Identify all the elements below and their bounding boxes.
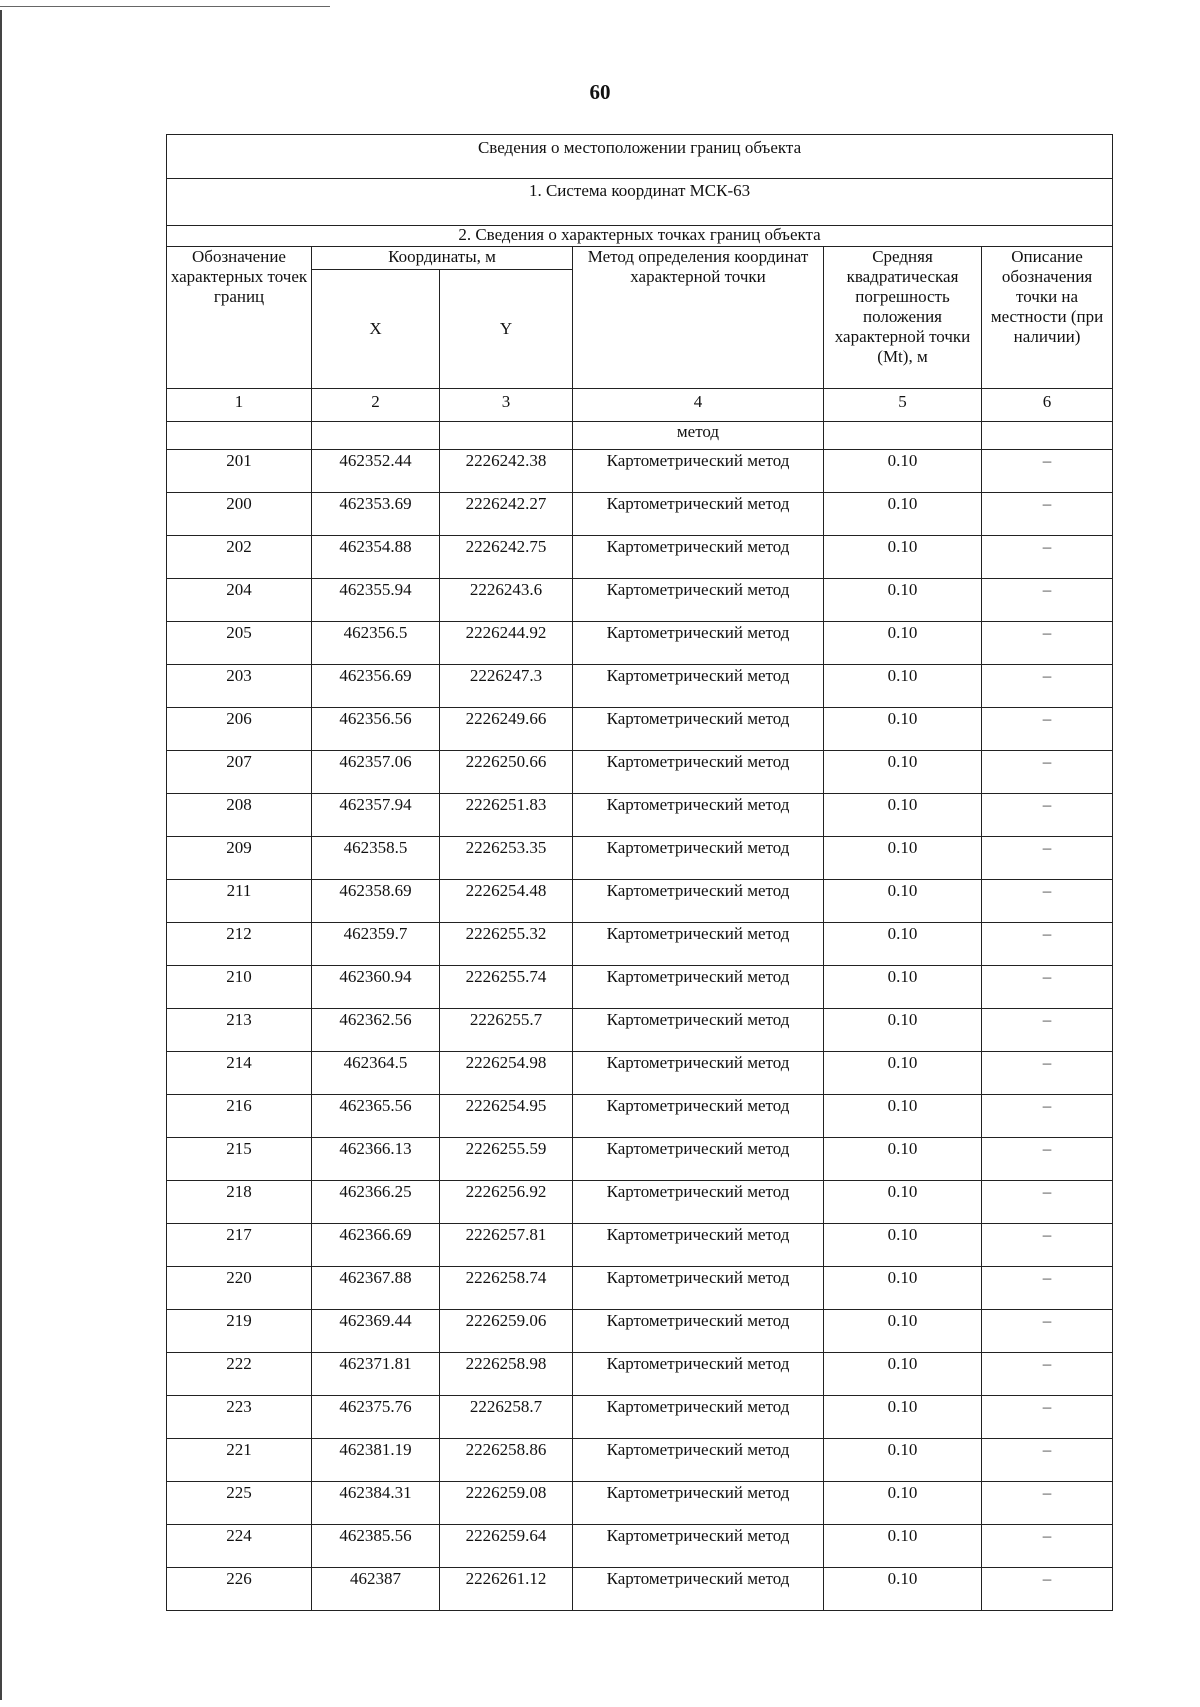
cell-y: 2226255.32: [440, 923, 573, 966]
cell-error: 0.10: [824, 579, 982, 622]
cell-x: 462355.94: [312, 579, 440, 622]
cell-x: 462369.44: [312, 1310, 440, 1353]
cell-x: 462359.7: [312, 923, 440, 966]
cell-y: 2226242.75: [440, 536, 573, 579]
cell-error: 0.10: [824, 536, 982, 579]
cell-error: 0.10: [824, 880, 982, 923]
column-number: 2: [312, 389, 440, 422]
cell-point: 203: [167, 665, 312, 708]
cell-method: Картометрический метод: [573, 837, 824, 880]
cell-error: 0.10: [824, 708, 982, 751]
cell-description: –: [982, 1310, 1113, 1353]
cell-y: 2226259.08: [440, 1482, 573, 1525]
cell-description: –: [982, 1396, 1113, 1439]
cell-error: 0.10: [824, 1267, 982, 1310]
table-row: [167, 1009, 1113, 1052]
cell-y: 2226242.27: [440, 493, 573, 536]
table-row: [167, 1181, 1113, 1224]
cell-point: 212: [167, 923, 312, 966]
cell-x: 462360.94: [312, 966, 440, 1009]
table-row: [167, 665, 1113, 708]
table-row: [167, 450, 1113, 493]
cell-y: 2226243.6: [440, 579, 573, 622]
cell-method: Картометрический метод: [573, 1138, 824, 1181]
cell-error: 0.10: [824, 1482, 982, 1525]
cell-x: 462362.56: [312, 1009, 440, 1052]
cell-error: 0.10: [824, 751, 982, 794]
cell-y: 2226247.3: [440, 665, 573, 708]
cell-x: 462358.5: [312, 837, 440, 880]
column-number: 5: [824, 389, 982, 422]
table-row: [167, 1439, 1113, 1482]
column-number: 3: [440, 389, 573, 422]
table-row: [167, 837, 1113, 880]
cell-error: 0.10: [824, 1353, 982, 1396]
cell-method: Картометрический метод: [573, 1482, 824, 1525]
cell-description: –: [982, 1482, 1113, 1525]
cell-y: 2226251.83: [440, 794, 573, 837]
cell-method: Картометрический метод: [573, 1052, 824, 1095]
cell-y: 2226254.98: [440, 1052, 573, 1095]
table-row: [167, 536, 1113, 579]
cell-error: 0.10: [824, 450, 982, 493]
cell-method: Картометрический метод: [573, 1181, 824, 1224]
header-description: Описание обозначения точки на местности (при наличии): [982, 247, 1113, 389]
cell-error: 0.10: [824, 665, 982, 708]
cell-description: –: [982, 536, 1113, 579]
cell-y: 2226258.7: [440, 1396, 573, 1439]
table-row: [167, 622, 1113, 665]
boundary-points-table: [166, 134, 1113, 1611]
cell-method: Картометрический метод: [573, 1224, 824, 1267]
cell-description: –: [982, 1353, 1113, 1396]
cell-description: –: [982, 1267, 1113, 1310]
cell-x: 462381.19: [312, 1439, 440, 1482]
table-row: [167, 1353, 1113, 1396]
cell-x: 462367.88: [312, 1267, 440, 1310]
table-row: [167, 923, 1113, 966]
cell-method: Картометрический метод: [573, 665, 824, 708]
cell-point: 205: [167, 622, 312, 665]
cell-point: 201: [167, 450, 312, 493]
table-row: [167, 751, 1113, 794]
header-x: X: [312, 270, 440, 389]
header-coordinates: Координаты, м: [312, 247, 573, 270]
cell-method: Картометрический метод: [573, 923, 824, 966]
table-row: [167, 579, 1113, 622]
cell-error: 0.10: [824, 1052, 982, 1095]
cell-point: 209: [167, 837, 312, 880]
table-row: [167, 1482, 1113, 1525]
cell-error: 0.10: [824, 923, 982, 966]
cell-point: 224: [167, 1525, 312, 1568]
cell-method: Картометрический метод: [573, 1353, 824, 1396]
cell-description: –: [982, 622, 1113, 665]
cell-point: 218: [167, 1181, 312, 1224]
table-row: [167, 1396, 1113, 1439]
cell-error: 0.10: [824, 622, 982, 665]
table-row: [167, 1138, 1113, 1181]
table-row: [167, 493, 1113, 536]
table-row: [167, 1267, 1113, 1310]
cell-error: 0.10: [824, 1439, 982, 1482]
cell-error: 0.10: [824, 1138, 982, 1181]
cell-point: 215: [167, 1138, 312, 1181]
cell-method: Картометрический метод: [573, 1095, 824, 1138]
cell-error: 0.10: [824, 1181, 982, 1224]
header-point-designation: Обозначение характерных точек границ: [167, 247, 312, 389]
cell-description: –: [982, 1525, 1113, 1568]
cell-y: 2226242.38: [440, 450, 573, 493]
cell-description: –: [982, 1568, 1113, 1611]
cell-x: 462353.69: [312, 493, 440, 536]
cell-description: –: [982, 751, 1113, 794]
cell-x: 462358.69: [312, 880, 440, 923]
cell-y: 2226258.86: [440, 1439, 573, 1482]
cell-description: –: [982, 1181, 1113, 1224]
cell-method: Картометрический метод: [573, 708, 824, 751]
cell-method: Картометрический метод: [573, 1009, 824, 1052]
cell-x: 462352.44: [312, 450, 440, 493]
cell-method: Картометрический метод: [573, 536, 824, 579]
cell-point: 223: [167, 1396, 312, 1439]
cell-x: 462366.69: [312, 1224, 440, 1267]
cell-method: Картометрический метод: [573, 880, 824, 923]
cell-point: 207: [167, 751, 312, 794]
table-title: Сведения о местоположении границ объекта: [167, 135, 1113, 179]
cell-y: 2226258.74: [440, 1267, 573, 1310]
page-number: 60: [589, 80, 611, 104]
cell-x: 462384.31: [312, 1482, 440, 1525]
cell-error: 0.10: [824, 1310, 982, 1353]
cell-description: –: [982, 966, 1113, 1009]
cell-point: 202: [167, 536, 312, 579]
cell-y: 2226256.92: [440, 1181, 573, 1224]
cell-point: 217: [167, 1224, 312, 1267]
cell-x: 462366.25: [312, 1181, 440, 1224]
cell-x: 462356.56: [312, 708, 440, 751]
cell-description: –: [982, 450, 1113, 493]
table-row: [167, 708, 1113, 751]
cell-description: –: [982, 1052, 1113, 1095]
cell-method: Картометрический метод: [573, 1568, 824, 1611]
cell-method: Картометрический метод: [573, 622, 824, 665]
table-row: [167, 966, 1113, 1009]
cell-x: 462354.88: [312, 536, 440, 579]
cell-point: 219: [167, 1310, 312, 1353]
cell-error: 0.10: [824, 1396, 982, 1439]
cell-method: Картометрический метод: [573, 579, 824, 622]
cell-error: 0.10: [824, 493, 982, 536]
column-number: 6: [982, 389, 1113, 422]
cell-y: 2226259.06: [440, 1310, 573, 1353]
cell-method: Картометрический метод: [573, 794, 824, 837]
cell-method: Картометрический метод: [573, 1310, 824, 1353]
cell-error: 0.10: [824, 794, 982, 837]
cell-point: 214: [167, 1052, 312, 1095]
cell-y: 2226255.74: [440, 966, 573, 1009]
table-row: [167, 1568, 1113, 1611]
table-row: [167, 1525, 1113, 1568]
scan-border-line: [0, 10, 2, 1700]
cell-description: –: [982, 579, 1113, 622]
cell-point: 210: [167, 966, 312, 1009]
cell-x: 462365.56: [312, 1095, 440, 1138]
cell-method: Картометрический метод: [573, 493, 824, 536]
cell-y: 2226258.98: [440, 1353, 573, 1396]
cell-y: 2226254.95: [440, 1095, 573, 1138]
cell-point: 211: [167, 880, 312, 923]
cell-x: 462371.81: [312, 1353, 440, 1396]
cell-error: 0.10: [824, 966, 982, 1009]
cell-y: 2226255.59: [440, 1138, 573, 1181]
cell-method: Картометрический метод: [573, 1396, 824, 1439]
cell-method: Картометрический метод: [573, 1525, 824, 1568]
cell-error: 0.10: [824, 1009, 982, 1052]
continuation-row: [167, 422, 1113, 450]
cell-method: Картометрический метод: [573, 450, 824, 493]
coordinate-system: 1. Система координат МСК-63: [167, 179, 1113, 226]
cell-point: 226: [167, 1568, 312, 1611]
cell-method: Картометрический метод: [573, 1267, 824, 1310]
cell-x: 462357.94: [312, 794, 440, 837]
cell-description: –: [982, 1138, 1113, 1181]
table-row: [167, 880, 1113, 923]
cell-x: 462356.5: [312, 622, 440, 665]
cell-point: 200: [167, 493, 312, 536]
cell-x: 462357.06: [312, 751, 440, 794]
cell-description: –: [982, 880, 1113, 923]
cell-y: 2226259.64: [440, 1525, 573, 1568]
cell-method: Картометрический метод: [573, 751, 824, 794]
header-method: Метод определения координат характерной точки: [573, 247, 824, 389]
cell-description: –: [982, 794, 1113, 837]
cell-error: 0.10: [824, 1525, 982, 1568]
cell-error: 0.10: [824, 837, 982, 880]
cell-x: 462364.5: [312, 1052, 440, 1095]
table-row: [167, 1052, 1113, 1095]
header-y: Y: [440, 270, 573, 389]
cell-y: 2226253.35: [440, 837, 573, 880]
cell-error: 0.10: [824, 1095, 982, 1138]
cell-x: 462366.13: [312, 1138, 440, 1181]
cell-point: 206: [167, 708, 312, 751]
cell-point: 225: [167, 1482, 312, 1525]
cell-description: –: [982, 1009, 1113, 1052]
cell-x: 462356.69: [312, 665, 440, 708]
column-number: 4: [573, 389, 824, 422]
table-row: [167, 1224, 1113, 1267]
cell-description: –: [982, 1224, 1113, 1267]
cell-method: Картометрический метод: [573, 966, 824, 1009]
cell-description: –: [982, 837, 1113, 880]
cell-y: 2226254.48: [440, 880, 573, 923]
section-title: 2. Сведения о характерных точках границ объекта: [167, 226, 1113, 247]
column-number: 1: [167, 389, 312, 422]
cell-description: –: [982, 1439, 1113, 1482]
continuation-text: метод: [573, 422, 824, 450]
cell-error: 0.10: [824, 1224, 982, 1267]
cell-description: –: [982, 923, 1113, 966]
cell-description: –: [982, 1095, 1113, 1138]
cell-description: –: [982, 708, 1113, 751]
cell-point: 208: [167, 794, 312, 837]
header-mean-error: Средняя квадратическая погрешность положения характерной точки (Mt), м: [824, 247, 982, 389]
cell-y: 2226249.66: [440, 708, 573, 751]
cell-point: 213: [167, 1009, 312, 1052]
cell-y: 2226257.81: [440, 1224, 573, 1267]
cell-point: 220: [167, 1267, 312, 1310]
cell-error: 0.10: [824, 1568, 982, 1611]
cell-y: 2226255.7: [440, 1009, 573, 1052]
table-row: [167, 794, 1113, 837]
cell-x: 462385.56: [312, 1525, 440, 1568]
table-row: [167, 1310, 1113, 1353]
table-row: [167, 1095, 1113, 1138]
cell-description: –: [982, 665, 1113, 708]
cell-point: 221: [167, 1439, 312, 1482]
cell-y: 2226250.66: [440, 751, 573, 794]
cell-y: 2226244.92: [440, 622, 573, 665]
cell-y: 2226261.12: [440, 1568, 573, 1611]
cell-point: 222: [167, 1353, 312, 1396]
cell-point: 216: [167, 1095, 312, 1138]
scan-edge-line: [0, 6, 330, 7]
cell-description: –: [982, 493, 1113, 536]
cell-x: 462375.76: [312, 1396, 440, 1439]
cell-point: 204: [167, 579, 312, 622]
cell-method: Картометрический метод: [573, 1439, 824, 1482]
cell-x: 462387: [312, 1568, 440, 1611]
